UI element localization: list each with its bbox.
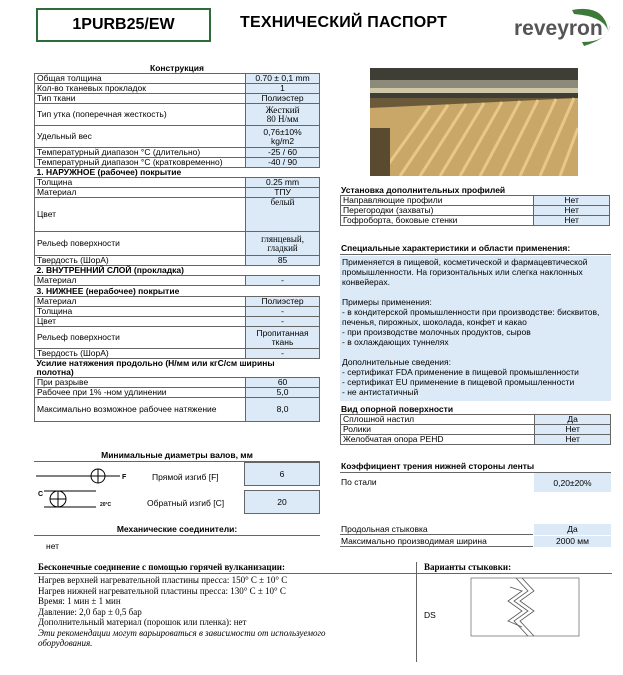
section-title: Усилие натяжения продольно (Н/мм или кгС/см ширины полотна) (35, 359, 320, 378)
table-cell-value: 0,76±10% kg/m2 (246, 126, 320, 148)
joint-type-label: DS (424, 610, 436, 620)
table-cell-label: Цвет (35, 198, 246, 232)
document-title: ТЕХНИЧЕСКИЙ ПАСПОРТ (240, 14, 448, 31)
table-cell-label: Ролики (341, 425, 535, 435)
table-cell-label: Рабочее при 1% -ном удлинении (35, 388, 246, 398)
table-cell-value: Нет (534, 196, 610, 206)
table-cell-value: Полиэстер (246, 94, 320, 104)
max-width-label: Максимально производимая ширина (341, 536, 487, 546)
mechanical-value: нет (46, 541, 60, 551)
table-cell-value: Нет (534, 216, 610, 226)
table-cell-label: Цвет (35, 317, 246, 327)
table-cell-label: Перегородки (захваты) (341, 206, 534, 216)
friction-title: Коэффициент трения нижней стороны ленты (341, 461, 535, 471)
product-code: 1PURB25/EW (36, 8, 211, 42)
table-cell-label: Материал (35, 188, 246, 198)
table-cell-label: Материал (35, 276, 246, 286)
pulley-title: Минимальные диаметры валов, мм (101, 450, 253, 460)
table-cell-value: 0.25 mm (246, 178, 320, 188)
conveyor-photo (370, 68, 578, 176)
table-cell-value: - (246, 307, 320, 317)
table-cell-value: - (246, 349, 320, 359)
table-cell-value: 85 (246, 256, 320, 266)
brand-name: reveyron (514, 17, 603, 40)
table-cell-label: Материал (35, 297, 246, 307)
table-cell-value: Пропитанная ткань (246, 327, 320, 349)
table-cell-label: Толщина (35, 178, 246, 188)
table-cell-value: белый (246, 198, 320, 232)
table-cell-label: Сплошной настил (341, 415, 535, 425)
table-cell-value: Нет (535, 425, 611, 435)
temperature-label: 20°C (100, 502, 112, 508)
table-cell-value: Жесткий 80 Н/мм (246, 104, 320, 126)
applications-text: Применяется в пищевой, косметической и фармацевтической промышленности. На горизонтальных или слегка наклонных конвейерах. Примеры применения: - в кондитерской промышленности при производстве: бисквитов, печенья, пирожных, шоколада, конфет и какао - при производстве молочных продуктов, сыров - в охлаждающих туннелях Дополнительные сведения: - сертификат FDA применение в пищевой промышленности - сертификат EU применение в пищевой промышленности - не антистатичный (340, 256, 611, 401)
max-width-value: 2000 мм (534, 536, 611, 547)
table-cell-label: Рельеф поверхности (35, 327, 246, 349)
table-cell-value: 0.70 ± 0,1 mm (246, 74, 320, 84)
section-title: 2. ВНУТРЕННИЙ СЛОЙ (прокладка) (35, 266, 320, 276)
mechanical-title: Механические соединители: (116, 524, 238, 534)
joints-title: Варианты стыковки: (424, 562, 512, 572)
table-cell-value: Полиэстер (246, 297, 320, 307)
pulley-diagram (36, 464, 136, 514)
table-cell-value: Да (535, 415, 611, 425)
table-cell-label: Тип утка (поперечная жесткость) (35, 104, 246, 126)
section-title: 1. НАРУЖНОЕ (рабочее) покрытие (35, 168, 320, 178)
vulcanization-title: Бесконечные соединение с помощью горячей вулканизации: (38, 562, 285, 572)
table-cell-label: Общая толщина (35, 74, 246, 84)
construction-title: Конструкция (150, 63, 204, 73)
joint-diagram (470, 577, 580, 637)
table-cell-label: Максимально возможное рабочее натяжение (35, 398, 246, 422)
profiles-title: Установка дополнительных профилей (341, 185, 506, 195)
friction-label: По стали (341, 477, 377, 487)
brand-logo (512, 8, 612, 48)
table-cell-label: Направляющие профили (341, 196, 534, 206)
table-cell-label: Кол-во тканевых прокладок (35, 84, 246, 94)
table-cell-label: При разрыве (35, 378, 246, 388)
longitudinal-splice-value: Да (534, 524, 611, 535)
reverse-bend-label: Обратный изгиб [C] (147, 498, 225, 508)
table-cell-label: Толщина (35, 307, 246, 317)
table-cell-label: Твердость (ШорА) (35, 256, 246, 266)
table-cell-label: Температурный диапазон °С (кратковременно) (35, 158, 246, 168)
applications-title: Специальные характеристики и области применения: (341, 243, 571, 253)
direct-bend-label: Прямой изгиб [F] (152, 472, 219, 482)
table-cell-value: ТПУ (246, 188, 320, 198)
table-cell-label: Рельеф поверхности (35, 232, 246, 256)
table-cell-value: 8,0 (246, 398, 320, 422)
bend-c-letter: C (38, 491, 44, 498)
table-cell-value: Нет (534, 206, 610, 216)
longitudinal-splice-label: Продольная стыковка (341, 524, 428, 534)
profiles-table (340, 195, 610, 226)
table-cell-label: Гофроборта, боковые стенки (341, 216, 534, 226)
table-cell-label: Удельный вес (35, 126, 246, 148)
table-cell-value: 5,0 (246, 388, 320, 398)
table-cell-value: Нет (535, 435, 611, 445)
reverse-bend-value: 20 (244, 490, 320, 514)
bend-f-letter: F (122, 474, 127, 481)
table-cell-value: -25 / 60 (246, 148, 320, 158)
friction-value: 0,20±20% (534, 473, 611, 492)
table-cell-value: 1 (246, 84, 320, 94)
vulcanization-details: Нагрев верхней нагревательной пластины пресса: 150° С ± 10° С Нагрев нижней нагревательной пластины пресса: 130° С ± 10° С Время: 1 мин ± 1 мин Давление: 2,0 бар ± 0,5 бар Дополнительный материал (порошок или пленка): нет Эти рекомендации могут варьироваться в зависимости от используемого оборудования. (38, 575, 326, 648)
table-cell-value: - (246, 276, 320, 286)
table-cell-value: -40 / 90 (246, 158, 320, 168)
table-cell-label: Желобчатая опора PEHD (341, 435, 535, 445)
table-cell-value: - (246, 317, 320, 327)
direct-bend-value: 6 (244, 462, 320, 486)
construction-table (34, 64, 320, 422)
support-title: Вид опорной поверхности (341, 404, 454, 414)
table-cell-value: глянцевый, гладкий (246, 232, 320, 256)
section-title: 3. НИЖНЕЕ (нерабочее) покрытие (35, 286, 320, 297)
table-cell-label: Тип ткани (35, 94, 246, 104)
table-cell-value: 60 (246, 378, 320, 388)
table-cell-label: Температурный диапазон °С (длительно) (35, 148, 246, 158)
support-table (340, 414, 611, 445)
table-cell-label: Твердость (ШорА) (35, 349, 246, 359)
